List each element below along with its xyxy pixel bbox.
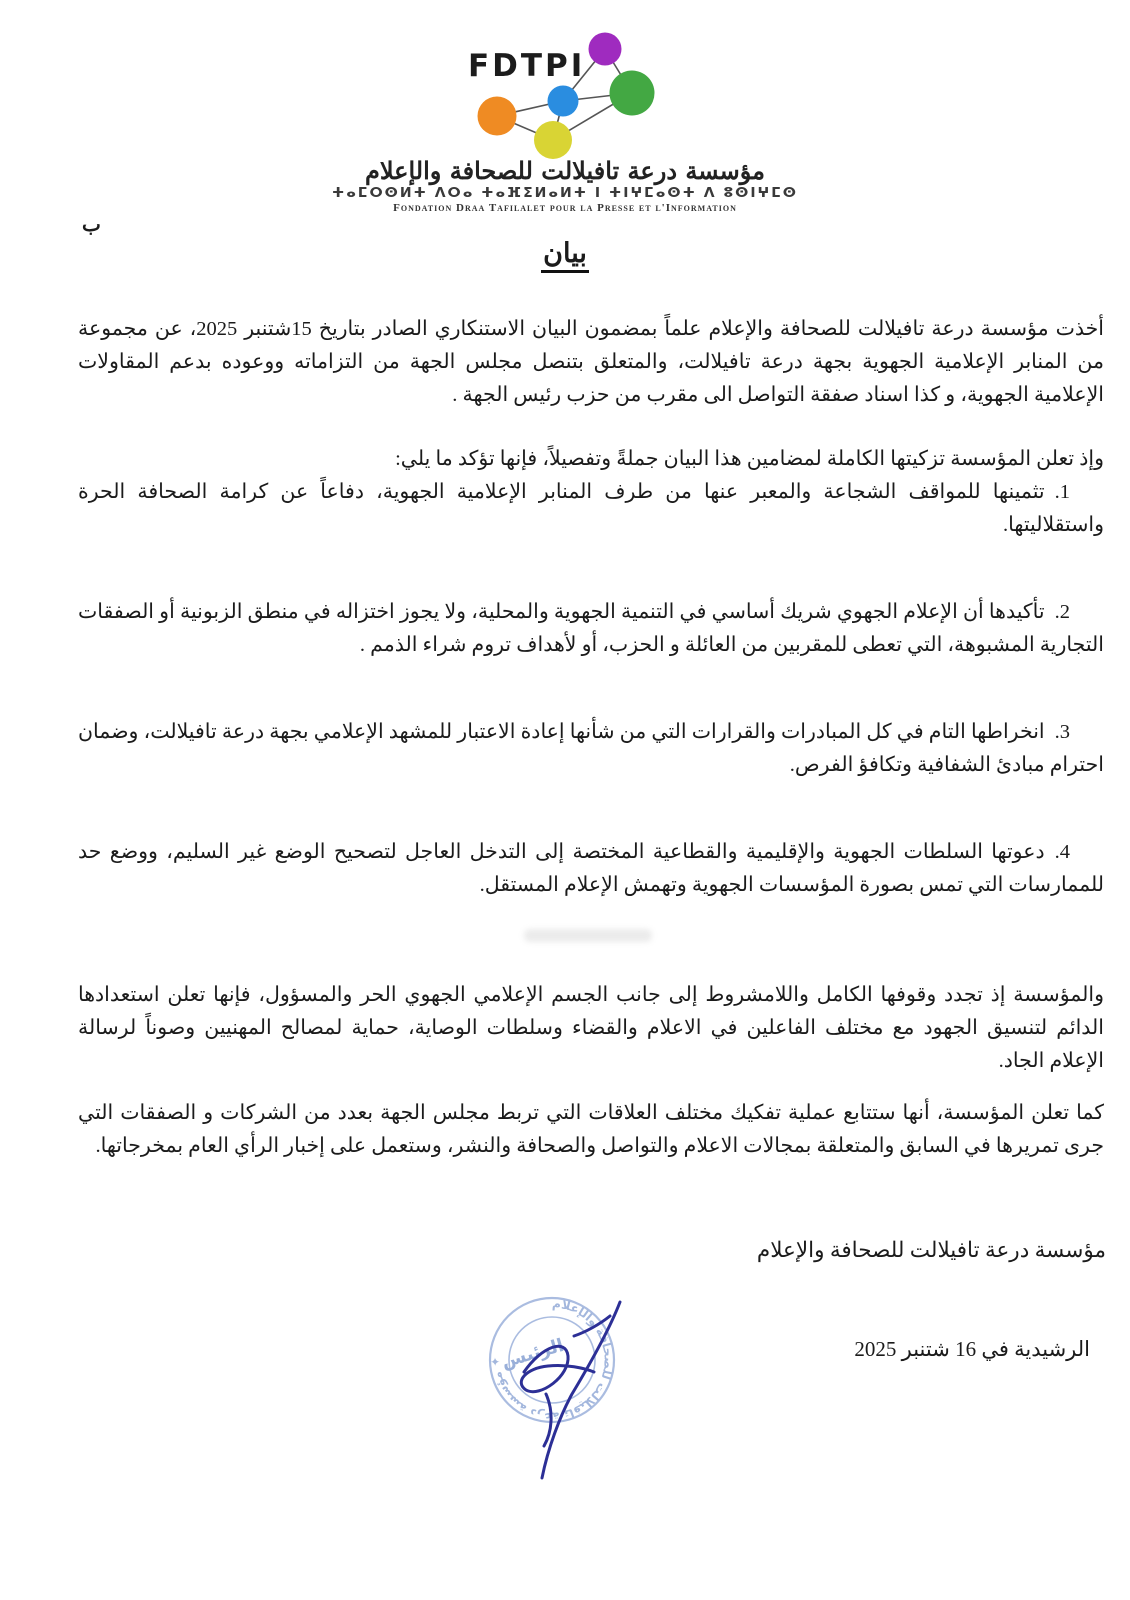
list-item-2	[78, 596, 1104, 662]
logo-node-blue	[548, 86, 579, 117]
logo-node-purple	[589, 33, 622, 66]
logo-node-yellow	[534, 121, 572, 159]
list-item-1	[78, 476, 1104, 542]
intro-paragraph-1: أخذت مؤسسة درعة تافيلالت للصحافة والإعلام علماً بمضمون البيان الاستنكاري الصادر بتاريخ 15شتنبر 2025، عن مجموعة من المنابر الإعلامية الجهوية بجهة درعة تافيلالت، والمتعلق بتنصل مجلس الجهة من التزاماته ووعوده بدعم المقاولات الإعلامية الجهوية، و كذا اسناد صفقة التواصل الى مقرب من حزب رئيس الجهة .	[78, 317, 1104, 406]
list-item-3	[78, 716, 1104, 782]
list-item-4-text: دعوتها السلطات الجهوية والإقليمية والقطاعية المختصة إلى التدخل العاجل لتصحيح الوضع غير السليم، ووضع حد للممارسات التي تمس بصورة المؤسسات الجهوية وتهمش الإعلام المستقل.	[78, 841, 1104, 896]
logo-node-orange	[478, 97, 517, 136]
list-item-3-number: 3.	[1054, 721, 1070, 743]
stamp-ring-text: مؤسسة درعة تافيلالت للصحافة والإعلام ✦	[488, 1296, 616, 1424]
list-item-1-number: 1.	[1054, 481, 1070, 503]
stamp-rings	[488, 1296, 615, 1423]
org-name-tifinagh: ⵜⴰⵎⵔⵙⵍⵜ ⴷⵔⴰ ⵜⴰⴼⵉⵍⴰⵍⵜ ⵏ ⵜⵏⵖⵎⴰⵙⵜ ⴷ ⵓⵙⵏⵖⵎⵙ	[331, 185, 798, 201]
document-title-text: بيان	[541, 238, 589, 273]
president-stamp	[462, 1276, 678, 1491]
list-item-4-number: 4.	[1054, 841, 1070, 863]
logo-acronym-text: FDTPI	[468, 48, 586, 84]
letter-mark: ب	[82, 214, 101, 236]
scan-smudge-artifact	[524, 929, 652, 942]
org-name-french: Fondation Draa Tafilalet pour la Presse et l'Information	[393, 202, 737, 214]
list-item-1-text: تثمينها للمواقف الشجاعة والمعبر عنها من طرف المنابر الإعلامية الجهوية، دفاعاً عن كرامة الصحافة الحرة واستقلاليتها.	[78, 481, 1104, 536]
list-item-2-number: 2.	[1054, 601, 1070, 623]
document-title	[0, 238, 1130, 273]
stamp-center-text: الرئيس	[499, 1334, 567, 1373]
closing-paragraph-2: كما تعلن المؤسسة، أنها ستتابع عملية تفكيك مختلف العلاقات التي تربط مجلس الجهة بعدد من الشركات و الصفقات التي جرى تمريرها في السابق والمتعلقة بمجالات الاعلام والتواصل والصحافة والنشر، وستعمل على إخبار الرأي العام بمخرجاتها.	[78, 1101, 1104, 1157]
closing-paragraph-1: والمؤسسة إذ تجدد وقوفها الكامل واللامشروط إلى جانب الجسم الإعلامي الجهوي الحر والمسؤول، فإنها تعلن استعدادها الدائم لتنسيق الجهود مع مختلف الفاعلين في الاعلام والقضاء وسلطات الوصاية، حماية لمصالح المهنيين وصوناً لرسالة الإعلام الجاد.	[78, 983, 1104, 1072]
list-item-2-text: تأكيدها أن الإعلام الجهوي شريك أساسي في التنمية الجهوية والمحلية، ولا يجوز اختزاله في منطق الزبونية أو الصفقات التجارية المشبوهة، التي تعطى للمقربين من العائلة و الحزب، أو لأهداف تروم شراء الذمم .	[78, 601, 1104, 656]
list-item-3-text: انخراطها التام في كل المبادرات والقرارات التي من شأنها إعادة الاعتبار للمشهد الإعلامي بجهة درعة تافيلالت، وضمان احترام مبادئ الشفافية وتكافؤ الفرص.	[78, 721, 1104, 776]
list-item-4	[78, 836, 1104, 902]
signature-organization-line: مؤسسة درعة تافيلالت للصحافة والإعلام	[756, 1238, 1106, 1262]
date-line: الرشيدية في 16 شتنبر 2025	[854, 1337, 1090, 1361]
org-name-arabic: مؤسسة درعة تافيلالت للصحافة والإعلام	[364, 156, 766, 185]
fdtpi-logo	[408, 24, 728, 164]
intro-paragraph-2: وإذ تعلن المؤسسة تزكيتها الكاملة لمضامين هذا البيان جملةً وتفصيلاً، فإنها تؤكد ما يلي:	[395, 447, 1104, 470]
logo-node-green	[610, 71, 655, 116]
